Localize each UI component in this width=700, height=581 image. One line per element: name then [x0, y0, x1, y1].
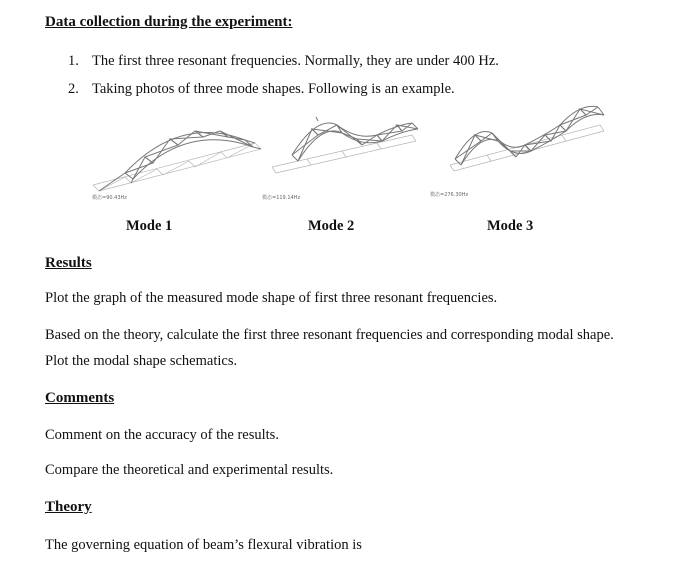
- mode-2-truss-shape-icon: [262, 95, 452, 205]
- mode-1-frequency-label: 模态=90.43Hz: [92, 195, 127, 201]
- list-item: [68, 52, 499, 80]
- mode-3-frequency-label: 模态=276.30Hz: [430, 192, 469, 198]
- list-item-number: 1.: [68, 53, 79, 69]
- results-paragraph-3: Plot the modal shape schematics.: [45, 353, 238, 369]
- theory-heading: Theory: [45, 499, 92, 515]
- mode-3-truss-shape-icon: [430, 95, 620, 205]
- list-item-number: 2.: [68, 81, 79, 97]
- mode-3-figure: [430, 95, 620, 205]
- mode-2-caption: Mode 2: [308, 218, 355, 234]
- results-paragraph-1: Plot the graph of the measured mode shape of first three resonant frequencies.: [45, 290, 498, 306]
- results-heading: Results: [45, 255, 92, 271]
- mode-1-truss-shape-icon: [85, 95, 275, 205]
- mode-2-figure: [262, 95, 452, 205]
- list-item-text: The first three resonant frequencies. Normally, they are under 400 Hz.: [92, 53, 499, 69]
- mode-1-caption: Mode 1: [126, 218, 173, 234]
- list-item-text: Taking photos of three mode shapes. Following is an example.: [92, 81, 455, 97]
- data-collection-heading: Data collection during the experiment:: [45, 14, 293, 30]
- results-paragraph-2: Based on the theory, calculate the first three resonant frequencies and corresponding modal shape.: [45, 327, 614, 343]
- theory-paragraph-1: The governing equation of beam’s flexural vibration is: [45, 537, 362, 553]
- comments-heading: Comments: [45, 390, 115, 406]
- mode-3-caption: Mode 3: [487, 218, 534, 234]
- mode-1-figure: [85, 95, 275, 205]
- comments-paragraph-2: Compare the theoretical and experimental results.: [45, 462, 334, 478]
- mode-2-frequency-label: 模态=119.14Hz: [262, 195, 301, 201]
- comments-paragraph-1: Comment on the accuracy of the results.: [45, 427, 279, 443]
